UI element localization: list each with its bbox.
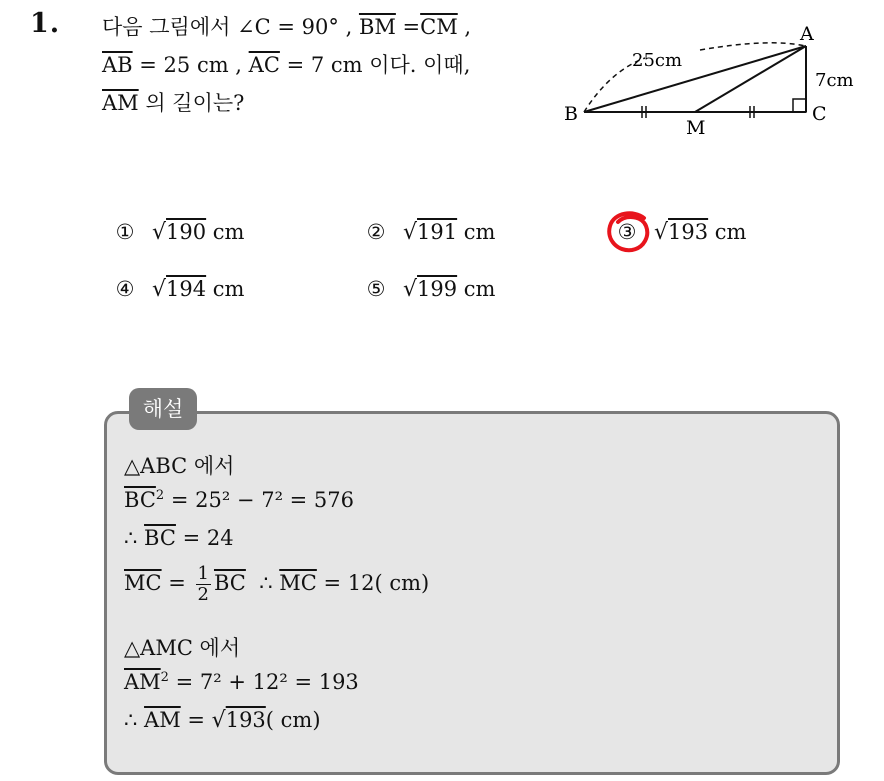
segment-ab: $\overline{AB}$ [102, 53, 133, 77]
question-line-2 [102, 48, 470, 82]
therefore-symbol: ∴ [124, 526, 145, 550]
label-25cm: 25cm [632, 50, 683, 71]
solution-line-3 [124, 526, 234, 550]
segment-bm: $\overline{BM}$ [358, 15, 396, 39]
equation-text: = 24 [175, 526, 234, 550]
label-c: C [812, 103, 827, 125]
therefore-symbol: ∴ [124, 708, 145, 732]
choice-number: ③ [617, 220, 637, 244]
therefore-symbol: ∴ [245, 571, 280, 595]
sqrt-expression [212, 708, 266, 733]
unit: cm [206, 277, 245, 301]
radicand: 199 [417, 277, 458, 301]
question-text: = [395, 15, 421, 39]
exponent: 2 [160, 670, 169, 685]
unit: cm [457, 220, 496, 244]
label-7cm: 7cm [815, 70, 854, 91]
segment-cm: $\overline{CM}$ [420, 15, 458, 39]
question-text: = 7 cm 이다. 이때, [279, 53, 471, 77]
numerator: 1 [197, 563, 209, 584]
sqrt-icon: √ [403, 277, 418, 302]
question-number: 1. [30, 8, 61, 39]
question-text: 다음 그림에서 ∠C = 90° , [102, 15, 359, 39]
equation-text: = [161, 571, 193, 595]
sqrt-icon: √ [152, 220, 167, 245]
choice-5[interactable] [363, 277, 495, 302]
segment-am-line [695, 46, 806, 112]
dashed-arc-ab-right [700, 43, 805, 50]
sqrt-icon: √ [211, 708, 226, 733]
choice-number: ⑤ [366, 277, 386, 301]
question-text: = 25 cm , [132, 53, 249, 77]
sqrt-expression [403, 220, 457, 245]
solution-line-4 [124, 564, 429, 605]
radicand: 193 [225, 708, 266, 732]
segment-am: $\overline{AM}$ [124, 670, 161, 694]
radicand: 193 [668, 220, 709, 244]
answer-mark-icon [604, 208, 652, 256]
equation-text: = 12( cm) [316, 571, 430, 595]
segment-bc: $\overline{BC}$ [213, 571, 246, 595]
choice-number: ② [366, 220, 386, 244]
choice-1[interactable] [112, 220, 244, 245]
fraction [196, 564, 211, 605]
sqrt-expression [152, 220, 206, 245]
equation-text: = 25² − 7² = 576 [164, 488, 355, 512]
unit: cm [708, 220, 747, 244]
denominator: 2 [197, 584, 209, 605]
side-ab [584, 46, 806, 112]
label-a: A [800, 23, 814, 45]
right-angle-mark [793, 99, 806, 112]
label-b: B [564, 103, 578, 125]
unit: cm [206, 220, 245, 244]
solution-line-1: △ABC 에서 [124, 454, 235, 478]
equation-text: = 7² + 12² = 193 [168, 670, 359, 694]
equation-text: ( cm) [265, 708, 321, 732]
unit: cm [457, 277, 496, 301]
solution-line-7 [124, 708, 321, 733]
solution-tag: 해설 [129, 388, 197, 430]
choice-number: ① [115, 220, 135, 244]
choice-4[interactable] [112, 277, 244, 302]
sqrt-expression [654, 220, 708, 245]
exponent: 2 [155, 488, 165, 503]
question-text: , [457, 15, 472, 39]
triangle-figure [550, 16, 880, 146]
choice-number: ④ [115, 277, 135, 301]
equation-text: = [180, 708, 212, 732]
red-circle-stroke [609, 213, 647, 250]
sqrt-expression [403, 277, 457, 302]
radicand: 191 [417, 220, 458, 244]
segment-am: $\overline{AM}$ [102, 91, 139, 115]
sqrt-expression [152, 277, 206, 302]
label-m: M [686, 117, 706, 139]
sqrt-icon: √ [152, 277, 167, 302]
radicand: 194 [166, 277, 207, 301]
segment-bc: $\overline{BC}$ [124, 488, 156, 512]
solution-line-5: △AMC 에서 [124, 636, 241, 660]
question-line-1 [102, 10, 471, 44]
question-line-3 [102, 86, 244, 120]
choice-2[interactable] [363, 220, 495, 245]
question-text: 의 길이는? [138, 91, 245, 115]
radicand: 190 [166, 220, 207, 244]
segment-ac: $\overline{AC}$ [248, 53, 280, 77]
solution-line-6 [124, 670, 359, 694]
sqrt-icon: √ [654, 220, 669, 245]
segment-mc: $\overline{MC}$ [279, 571, 317, 595]
segment-am: $\overline{AM}$ [144, 708, 181, 732]
segment-mc: $\overline{MC}$ [124, 571, 162, 595]
solution-line-2 [124, 488, 354, 512]
segment-bc: $\overline{BC}$ [144, 526, 176, 550]
sqrt-icon: √ [403, 220, 418, 245]
